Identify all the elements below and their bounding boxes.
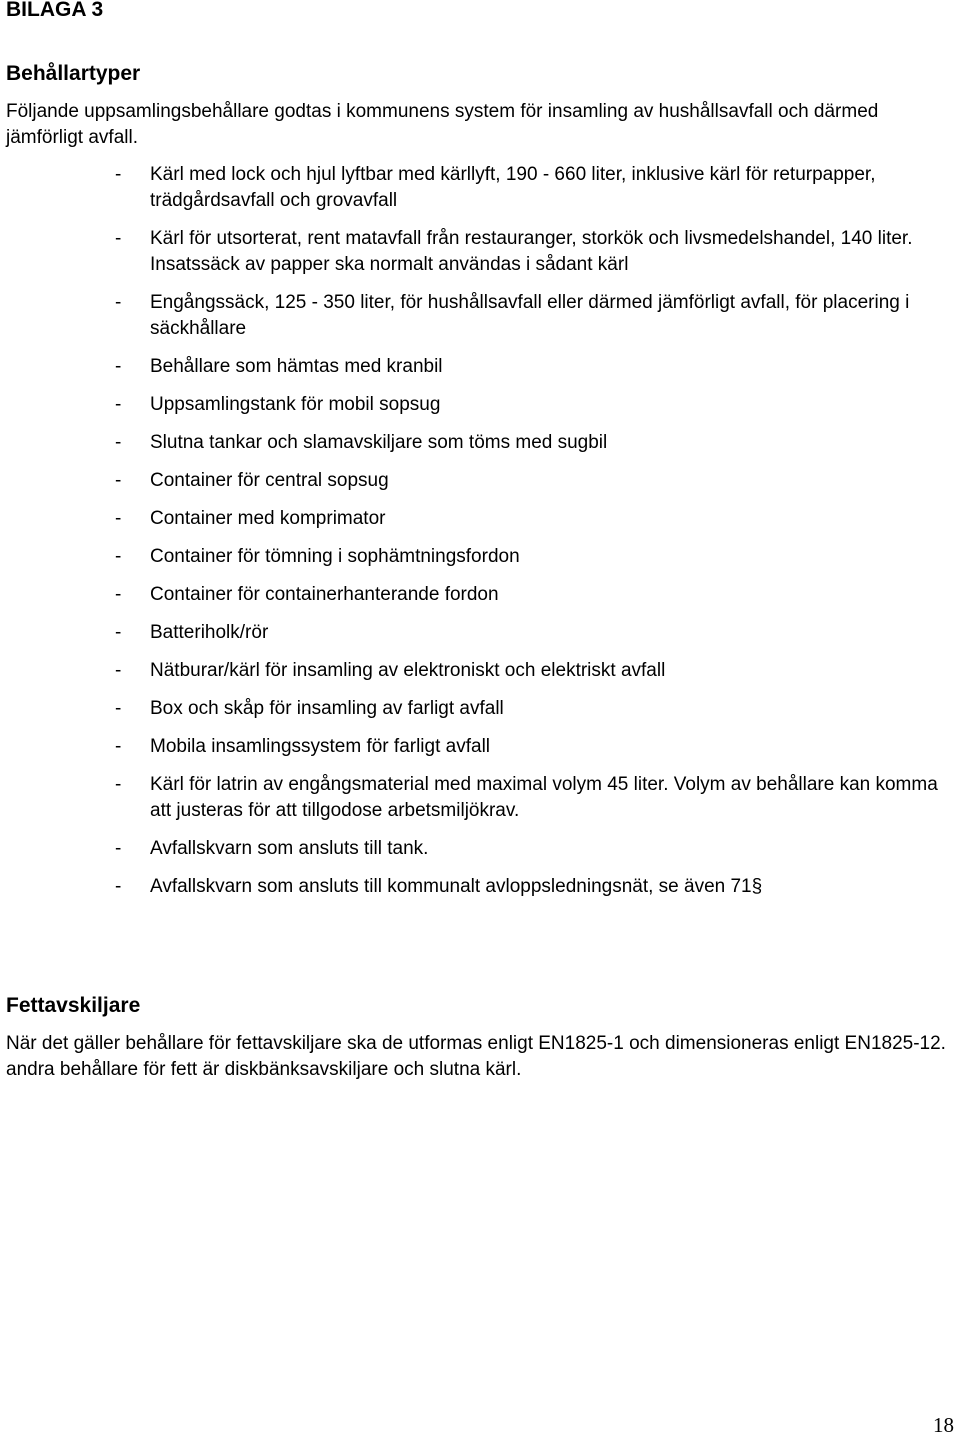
list-dash: -	[115, 292, 122, 313]
page-number: 18	[933, 1413, 954, 1437]
section-title-fettavskiljare: Fettavskiljare	[6, 994, 141, 1017]
list-item	[0, 226, 956, 278]
list-item	[0, 430, 956, 456]
list-item-text: Container med komprimator	[150, 508, 386, 529]
list-dash: -	[115, 228, 122, 249]
list-item-text: Behållare som hämtas med kranbil	[150, 356, 443, 377]
list-item-text: Container för tömning i sophämtningsfordon	[150, 546, 520, 567]
list-dash: -	[115, 876, 122, 897]
list-item-text: Mobila insamlingssystem för farligt avfall	[150, 736, 491, 757]
list-dash: -	[115, 470, 122, 491]
list-item	[0, 468, 956, 494]
list-dash: -	[115, 164, 122, 185]
list-dash: -	[115, 660, 122, 681]
list-item-text: Uppsamlingstank för mobil sopsug	[150, 394, 441, 415]
list-item	[0, 620, 956, 646]
list-item	[0, 582, 956, 608]
list-item-text: Box och skåp för insamling av farligt avfall	[150, 698, 504, 719]
list-item	[0, 544, 956, 570]
list-dash: -	[115, 736, 122, 757]
list-item-text: Nätburar/kärl för insamling av elektroniskt och elektriskt avfall	[150, 660, 666, 681]
list-dash: -	[115, 394, 122, 415]
list-item-text: Batteriholk/rör	[150, 622, 269, 643]
list-item	[0, 506, 956, 532]
list-item	[0, 874, 956, 900]
list-item	[0, 354, 956, 380]
list-item-text: Avfallskvarn som ansluts till kommunalt avloppsledningsnät, se även 71§	[150, 876, 763, 897]
list-item-text: Engångssäck, 125 - 350 liter, för hushållsavfall eller därmed jämförligt avfall, för placering i säckhållare	[150, 292, 910, 339]
list-dash: -	[115, 622, 122, 643]
list-dash: -	[115, 508, 122, 529]
list-item-text: Container för containerhanterande fordon	[150, 584, 499, 605]
list-item	[0, 658, 956, 684]
list-item-text: Container för central sopsug	[150, 470, 389, 491]
list-item	[0, 836, 956, 862]
list-dash: -	[115, 838, 122, 859]
list-item	[0, 392, 956, 418]
list-dash: -	[115, 774, 122, 795]
list-dash: -	[115, 584, 122, 605]
list-item	[0, 734, 956, 760]
list-item-text: Kärl för latrin av engångsmaterial med maximal volym 45 liter. Volym av behållare kan komma att justeras för att tillgodose arbetsmiljökrav.	[150, 774, 938, 821]
list-item	[0, 162, 956, 214]
list-item	[0, 696, 956, 722]
list-item-text: Kärl med lock och hjul lyftbar med kärllyft, 190 - 660 liter, inklusive kärl för returpapper, trädgårdsavfall och grovavfall	[150, 164, 876, 211]
list-dash: -	[115, 432, 122, 453]
section-title-behallartyper: Behållartyper	[6, 62, 141, 85]
intro-paragraph: Följande uppsamlingsbehållare godtas i kommunens system för insamling av hushållsavfall och därmed jämförligt avfall.	[6, 101, 879, 148]
list-item-text: Kärl för utsorterat, rent matavfall från restauranger, storkök och livsmedelshandel, 140 liter. Insatssäck av papper ska normalt användas i sådant kärl	[150, 228, 913, 275]
container-type-list	[0, 162, 960, 900]
list-item	[0, 772, 956, 824]
list-dash: -	[115, 698, 122, 719]
fettavskiljare-paragraph: När det gäller behållare för fettavskiljare ska de utformas enligt EN1825-1 och dimensioneras enligt EN1825-12. andra behållare för fett är diskbänksavskiljare och slutna kärl.	[6, 1033, 946, 1080]
document-header: BILAGA 3	[6, 0, 104, 21]
list-dash: -	[115, 356, 122, 377]
list-item-text: Slutna tankar och slamavskiljare som töms med sugbil	[150, 432, 608, 453]
list-item	[0, 290, 956, 342]
list-dash: -	[115, 546, 122, 567]
list-item-text: Avfallskvarn som ansluts till tank.	[150, 838, 429, 859]
